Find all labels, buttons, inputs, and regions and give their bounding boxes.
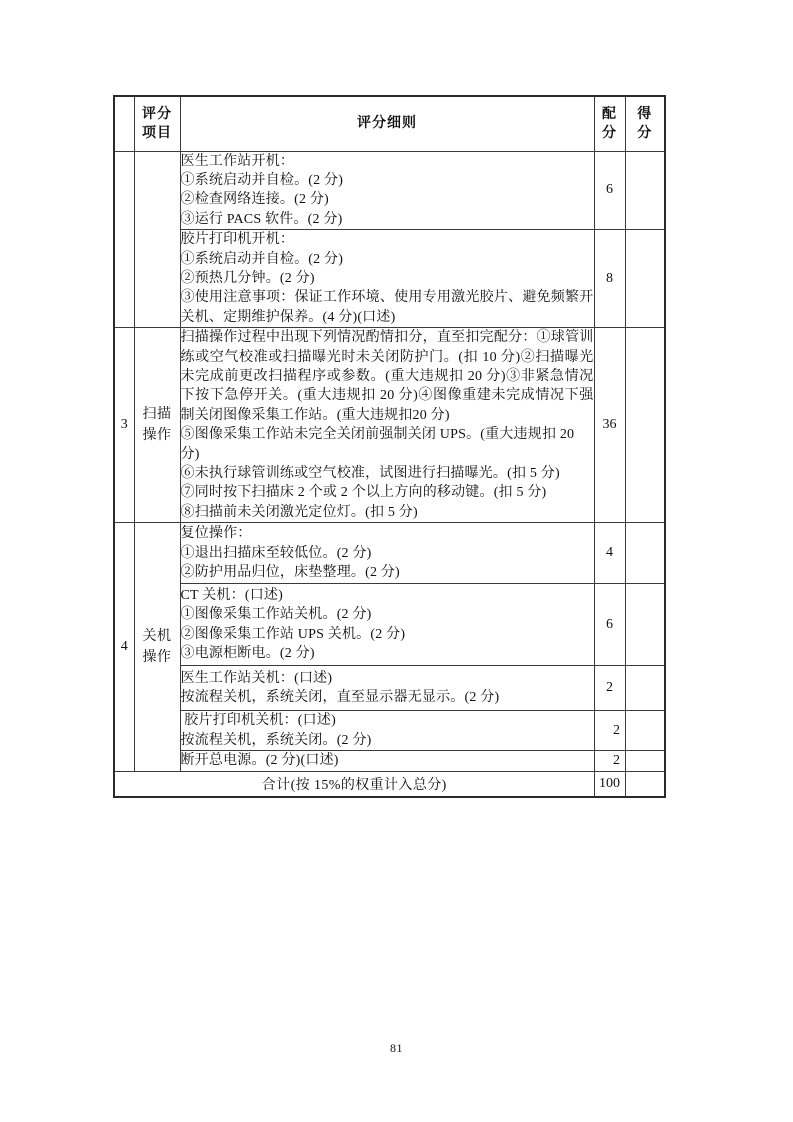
allocated-power-off: 2 (594, 751, 625, 771)
item-shutdown-line2: 操作 (142, 649, 172, 665)
detail-line: 医生工作站关机：(口述) (180, 670, 333, 686)
detail-film-printer-off (180, 711, 594, 751)
allocated-scan: 36 (594, 328, 625, 523)
index-cell-continued (114, 151, 134, 328)
allocated-printer-on: 8 (594, 230, 625, 328)
detail-doctor-workstation-on (180, 151, 594, 230)
item-scan-line2: 操作 (142, 428, 172, 444)
header-obtained-line1: 得 (637, 106, 653, 122)
header-row (114, 96, 665, 151)
detail-paragraph: ③使用注意事项：保证工作环境、使用专用激光胶片、避免频繁开关机、定期维护保养。(4 分)(口述) (180, 290, 594, 325)
item-cell-continued (134, 151, 180, 328)
row-film-printer-off (114, 711, 665, 751)
row-main-power-off (114, 751, 665, 771)
obtained-power-off (625, 751, 665, 771)
detail-line: 复位操作： (180, 526, 252, 542)
row-scan-operation (114, 328, 665, 523)
header-item-line1: 评分 (142, 106, 172, 122)
detail-line: 胶片打印机开机： (180, 232, 295, 248)
detail-line: ⑤图像采集工作站未完全关闭前强制关闭 UPS。(重大违规扣 20 分) (180, 427, 578, 462)
detail-reset-operation (180, 523, 594, 584)
scoring-table (113, 95, 666, 798)
obtained-doctor-off (625, 666, 665, 711)
allocated-total: 100 (594, 771, 625, 797)
detail-line: ③电源柜断电。(2 分) (180, 646, 315, 662)
detail-line: ①系统启动并自检。(2 分) (180, 172, 344, 188)
obtained-scan (625, 328, 665, 523)
detail-line: CT 关机：(口述) (180, 587, 283, 603)
header-allocated-line2: 分 (602, 125, 617, 141)
detail-scan-operation (180, 328, 594, 523)
allocated-doctor-off: 2 (594, 666, 625, 711)
obtained-printer-on (625, 230, 665, 328)
row-doctor-workstation-on (114, 151, 665, 230)
detail-line: 医生工作站开机： (180, 153, 295, 169)
obtained-total (625, 771, 665, 797)
allocated-reset: 4 (594, 523, 625, 584)
obtained-printer-off (625, 711, 665, 751)
detail-line: ①退出扫描床至较低位。(2 分) (180, 545, 372, 561)
row-ct-shutdown (114, 584, 665, 666)
detail-paragraph: 扫描操作过程中出现下列情况酌情扣分，直至扣完配分：①球管训练或空气校准或扫描曝光时未关闭防护门。(扣 10 分)②扫描曝光未完成前更改扫描程序或参数。(重大违规扣 20 分)③非紧急情况下按下急停开关。(重大违规扣 20 分)④图像重建未完成情况下强制关闭图像采集工作站。(重大违规扣20 分) (180, 330, 594, 423)
detail-line: 断开总电源。(2 分)(口述) (180, 753, 339, 769)
allocated-doctor-on: 6 (594, 151, 625, 230)
detail-line: 胶片打印机关机：(口述) (180, 713, 336, 729)
header-obtained-cell (625, 96, 665, 151)
row-doctor-workstation-off (114, 666, 665, 711)
index-cell-scan: 3 (114, 328, 134, 523)
item-cell-shutdown (134, 523, 180, 771)
detail-ct-shutdown (180, 584, 594, 666)
detail-line: ①图像采集工作站关机。(2 分) (180, 607, 372, 623)
page-number: 81 (390, 1041, 403, 1055)
header-allocated-cell (594, 96, 625, 151)
total-label-cell: 合计(按 15%的权重计入总分) (114, 771, 594, 797)
detail-line: ⑧扫描前未关闭激光定位灯。(扣 5 分) (180, 504, 418, 520)
header-detail-cell: 评分细则 (180, 96, 594, 151)
detail-line: ③运行 PACS 软件。(2 分) (180, 211, 343, 227)
row-reset-operation (114, 523, 665, 584)
allocated-printer-off: 2 (594, 711, 625, 751)
detail-line: ①系统启动并自检。(2 分) (180, 251, 344, 267)
detail-film-printer-on (180, 230, 594, 328)
detail-line: ⑥未执行球管训练或空气校准，试图进行扫描曝光。(扣 5 分) (180, 466, 560, 481)
detail-line: ②防护用品归位，床垫整理。(2 分) (180, 564, 400, 580)
header-obtained-line2: 分 (637, 125, 653, 141)
detail-line: 按流程关机，系统关闭，直至显示器无显示。(2 分) (180, 690, 500, 706)
obtained-doctor-on (625, 151, 665, 230)
item-scan-line1: 扫描 (142, 407, 172, 423)
item-cell-scan (134, 328, 180, 523)
row-film-printer-on (114, 230, 665, 328)
obtained-reset (625, 523, 665, 584)
index-cell-shutdown: 4 (114, 523, 134, 771)
detail-line: ②预热几分钟。(2 分) (180, 270, 315, 286)
detail-line: ②检查网络连接。(2 分) (180, 192, 329, 208)
header-item-cell (134, 96, 180, 151)
header-index-cell (114, 96, 134, 151)
detail-line: ⑦同时按下扫描床 2 个或 2 个以上方向的移动键。(扣 5 分) (180, 485, 547, 501)
header-allocated-line1: 配 (602, 106, 617, 122)
detail-line: 按流程关机，系统关闭。(2 分) (180, 732, 372, 748)
header-item-line2: 项目 (142, 125, 172, 141)
detail-main-power-off (180, 751, 594, 771)
obtained-ct-off (625, 584, 665, 666)
row-total (114, 771, 665, 797)
allocated-ct-off: 6 (594, 584, 625, 666)
detail-doctor-workstation-off (180, 666, 594, 711)
detail-line: ②图像采集工作站 UPS 关机。(2 分) (180, 626, 406, 642)
item-shutdown-line1: 关机 (142, 628, 172, 644)
